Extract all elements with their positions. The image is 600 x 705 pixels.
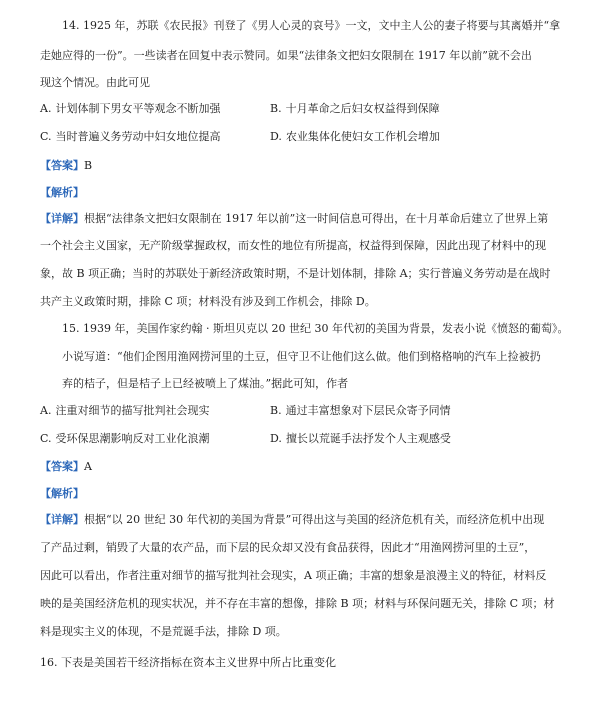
q15-detail-line-4: 映的是美国经济危机的现实状况，并不存在丰富的想像，排除 B 项；材料与环保问题无关，排除 C 项；材	[40, 597, 555, 610]
q15-stem-line-2: 小说写道：“他们企图用渔网捞河里的土豆，但守卫不让他们这么做。他们到格格响的汽车上捡被扔	[62, 350, 541, 363]
q14-detail-line-4: 共产主义政策时期，排除 C 项；材料没有涉及到工作机会，排除 D。	[40, 295, 376, 308]
answer-tag: 【答案】	[40, 159, 84, 172]
answer-value: B	[84, 159, 93, 172]
q14-option-c[interactable]: C. 当时普遍义务劳动中妇女地位提高	[40, 130, 221, 143]
q15-stem-line-3: 弃的桔子，但是桔子上已经被喷上了煤油。”据此可知，作者	[62, 377, 349, 390]
answer-value: A	[84, 460, 92, 473]
q16-stem-line-1: 16. 下表是美国若干经济指标在资本主义世界中所占比重变化	[40, 656, 336, 669]
q15-option-d[interactable]: D. 擅长以荒诞手法抒发个人主观感受	[270, 432, 451, 445]
q14-option-b[interactable]: B. 十月革命之后妇女权益得到保障	[270, 102, 440, 115]
q14-option-d[interactable]: D. 农业集体化使妇女工作机会增加	[270, 130, 440, 143]
q15-detail-line-5: 料是现实主义的体现，不是荒诞手法，排除 D 项。	[40, 625, 287, 638]
q15-option-c[interactable]: C. 受环保思潮影响反对工业化浪潮	[40, 432, 210, 445]
q14-stem-line-1: 14. 1925 年，苏联《农民报》刊登了《男人心灵的哀号》一文，文中主人公的妻子将要与其离婚并“拿	[62, 19, 561, 32]
detail-tag: 【详解】	[40, 212, 84, 225]
q14-detail-line-2: 一个社会主义国家，无产阶级掌握政权，而女性的地位有所提高，权益得到保障，因此出现了材料中的现	[40, 239, 546, 252]
q15-analysis-tag: 【解析】	[40, 487, 84, 500]
q15-detail-line-3: 因此可以看出，作者注重对细节的描写批判社会现实，A 项正确；丰富的想象是浪漫主义的特征，材料反	[40, 569, 547, 582]
q15-option-a[interactable]: A. 注重对细节的描写批判社会现实	[40, 404, 210, 417]
detail-tag: 【详解】	[40, 513, 84, 526]
q14-option-a[interactable]: A. 计划体制下男女平等观念不断加强	[40, 102, 221, 115]
q14-analysis-tag: 【解析】	[40, 186, 84, 199]
answer-tag: 【答案】	[40, 460, 84, 473]
q14-stem-line-3: 现这个情况。由此可见	[40, 76, 150, 89]
q14-stem-line-2: 走她应得的一份”。一些读者在回复中表示赞同。如果“法律条文把妇女限制在 1917 年以前”就不会出	[40, 49, 532, 62]
q14-answer	[40, 160, 92, 171]
q14-detail-line-3: 象，故 B 项正确；当时的苏联处于新经济政策时期，不是计划体制，排除 A；实行普遍义务劳动是在战时	[40, 267, 551, 280]
q15-answer	[40, 461, 92, 472]
q15-stem-line-1: 15. 1939 年，美国作家约翰 · 斯坦贝克以 20 世纪 30 年代初的美国为背景，发表小说《愤怒的葡萄》。	[62, 322, 569, 335]
q15-detail-line-2: 了产品过剩，销毁了大量的农产品，而下层的民众却又没有食品获得，因此才“用渔网捞河里的土豆”，	[40, 541, 536, 554]
q15-detail-line-1: 【详解】根据“以 20 世纪 30 年代初的美国为背景”可得出这与美国的经济危机有关，而经济危机中出现	[40, 513, 545, 526]
q15-option-b[interactable]: B. 通过丰富想象对下层民众寄予同情	[270, 404, 451, 417]
q14-detail-line-1: 【详解】根据“法律条文把妇女限制在 1917 年以前”这一时间信息可得出，在十月革命后建立了世界上第	[40, 212, 549, 225]
